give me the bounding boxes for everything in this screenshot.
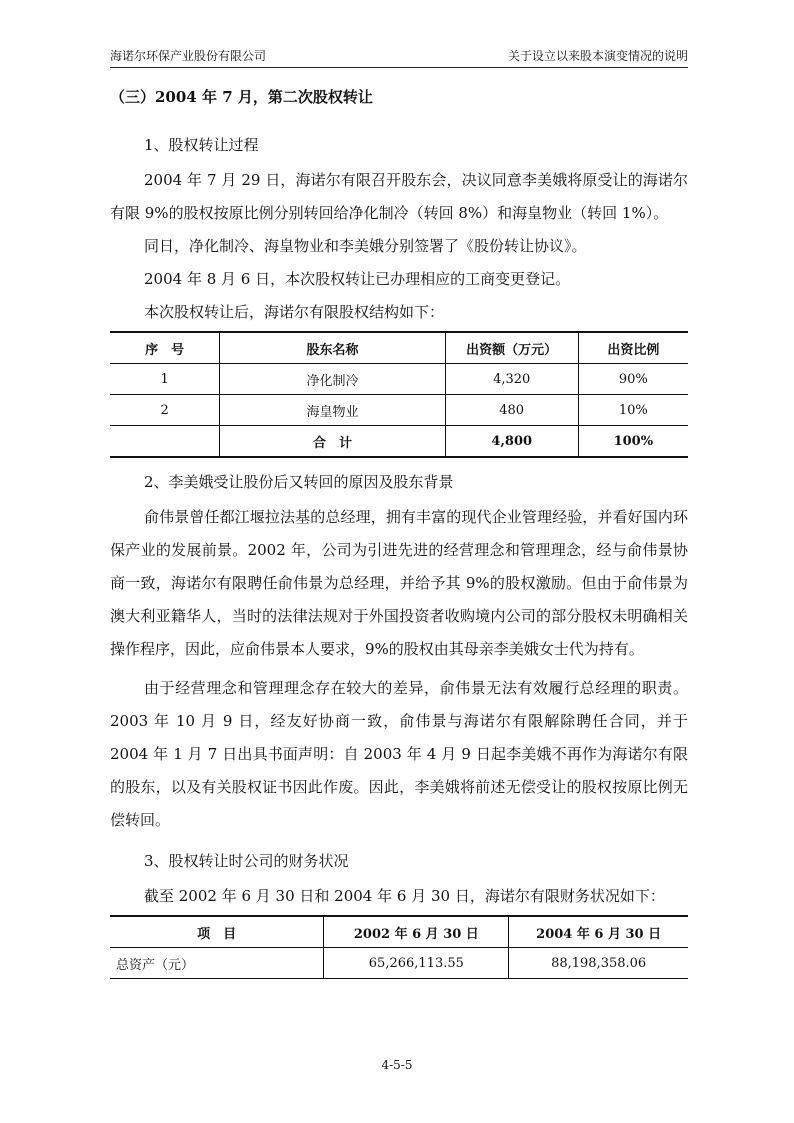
table-cell: 1 (110, 364, 220, 395)
col-header: 出资额（万元） (445, 332, 578, 364)
col-header: 出资比例 (578, 332, 688, 364)
table-cell: 总资产（元） (110, 948, 324, 979)
col-header: 序 号 (110, 332, 220, 364)
total-label: 合 计 (220, 426, 445, 458)
table-cell: 2 (110, 395, 220, 426)
paragraph-5: 俞伟景曾任都江堰拉法基的总经理，拥有丰富的现代企业管理经验，并看好国内环保产业的发展前景。2002 年，公司为引进先进的经营理念和管理理念，经与俞伟景协商一致，海诺尔有限聘任俞伟景为总经理，并给予其 9%的股权激励。但由于俞伟景为澳大利亚籍华人，当时的法律法规对于外国投资者收购境内公司的部分股权未明确相关操作程序，因此，应俞伟景本人要求，9%的股权由其母亲李美娥女士代为持有。 (110, 508, 688, 658)
header-doc-title: 关于设立以来股本演变情况的说明 (507, 49, 688, 63)
page-content (110, 82, 688, 979)
col-header: 2002 年 6 月 30 日 (324, 916, 509, 948)
table-total-row (110, 426, 688, 458)
col-header: 项 目 (110, 916, 324, 948)
table-cell: 65,266,113.55 (324, 948, 509, 979)
table-header-row (110, 916, 688, 948)
page-number: 4-5-5 (381, 1058, 413, 1072)
table-row (110, 395, 688, 426)
col-header: 股东名称 (220, 332, 445, 364)
table-cell: 88,198,358.06 (509, 948, 688, 979)
subheading-3: 3、股权转让时公司的财务状况 (144, 852, 349, 870)
table-row (110, 364, 688, 395)
table-header-row (110, 332, 688, 364)
section-title: （三）2004 年 7 月，第二次股权转让 (110, 88, 373, 106)
table-cell: 10% (578, 395, 688, 426)
table-cell: 4,320 (445, 364, 578, 395)
table-cell: 净化制冷 (220, 364, 445, 395)
table-cell: 90% (578, 364, 688, 395)
header-company: 海诺尔环保产业股份有限公司 (110, 49, 267, 63)
paragraph-7: 截至 2002 年 6 月 30 日和 2004 年 6 月 30 日，海诺尔有限财务状况如下： (144, 887, 665, 905)
total-amount: 4,800 (445, 426, 578, 458)
shareholder-table (110, 331, 688, 458)
subheading-1: 1、股权转让过程 (144, 136, 259, 154)
total-ratio: 100% (578, 426, 688, 458)
table-cell (110, 426, 220, 458)
subheading-2: 2、李美娥受让股份后又转回的原因及股东背景 (144, 473, 454, 491)
paragraph-6: 由于经营理念和管理理念存在较大的差异，俞伟景无法有效履行总经理的职责。2003 年 10 月 9 日，经友好协商一致，俞伟景与海诺尔有限解除聘任合同，并于 2004 年 1 月 7 日出具书面声明：自 2003 年 4 月 9 日起李美娥不再作为海诺尔有限的股东，以及有关股权证书因此作废。因此，李美娥将前述无偿受让的股权按原比例无偿转回。 (110, 679, 688, 829)
col-header: 2004 年 6 月 30 日 (509, 916, 688, 948)
table-row (110, 948, 688, 979)
paragraph-2: 同日，净化制冷、海皇物业和李美娥分别签署了《股份转让协议》。 (144, 237, 587, 255)
paragraph-4: 本次股权转让后，海诺尔有限股权结构如下： (144, 303, 445, 321)
table-cell: 海皇物业 (220, 395, 445, 426)
paragraph-1: 2004 年 7 月 29 日，海诺尔有限召开股东会，决议同意李美娥将原受让的海诺尔有限 9%的股权按原比例分别转回给净化制冷（转回 8%）和海皇物业（转回 1%）。 (110, 171, 688, 222)
page-header (110, 42, 688, 68)
financial-table (110, 915, 688, 979)
table-cell: 480 (445, 395, 578, 426)
paragraph-3: 2004 年 8 月 6 日，本次股权转让已办理相应的工商变更登记。 (144, 270, 571, 288)
